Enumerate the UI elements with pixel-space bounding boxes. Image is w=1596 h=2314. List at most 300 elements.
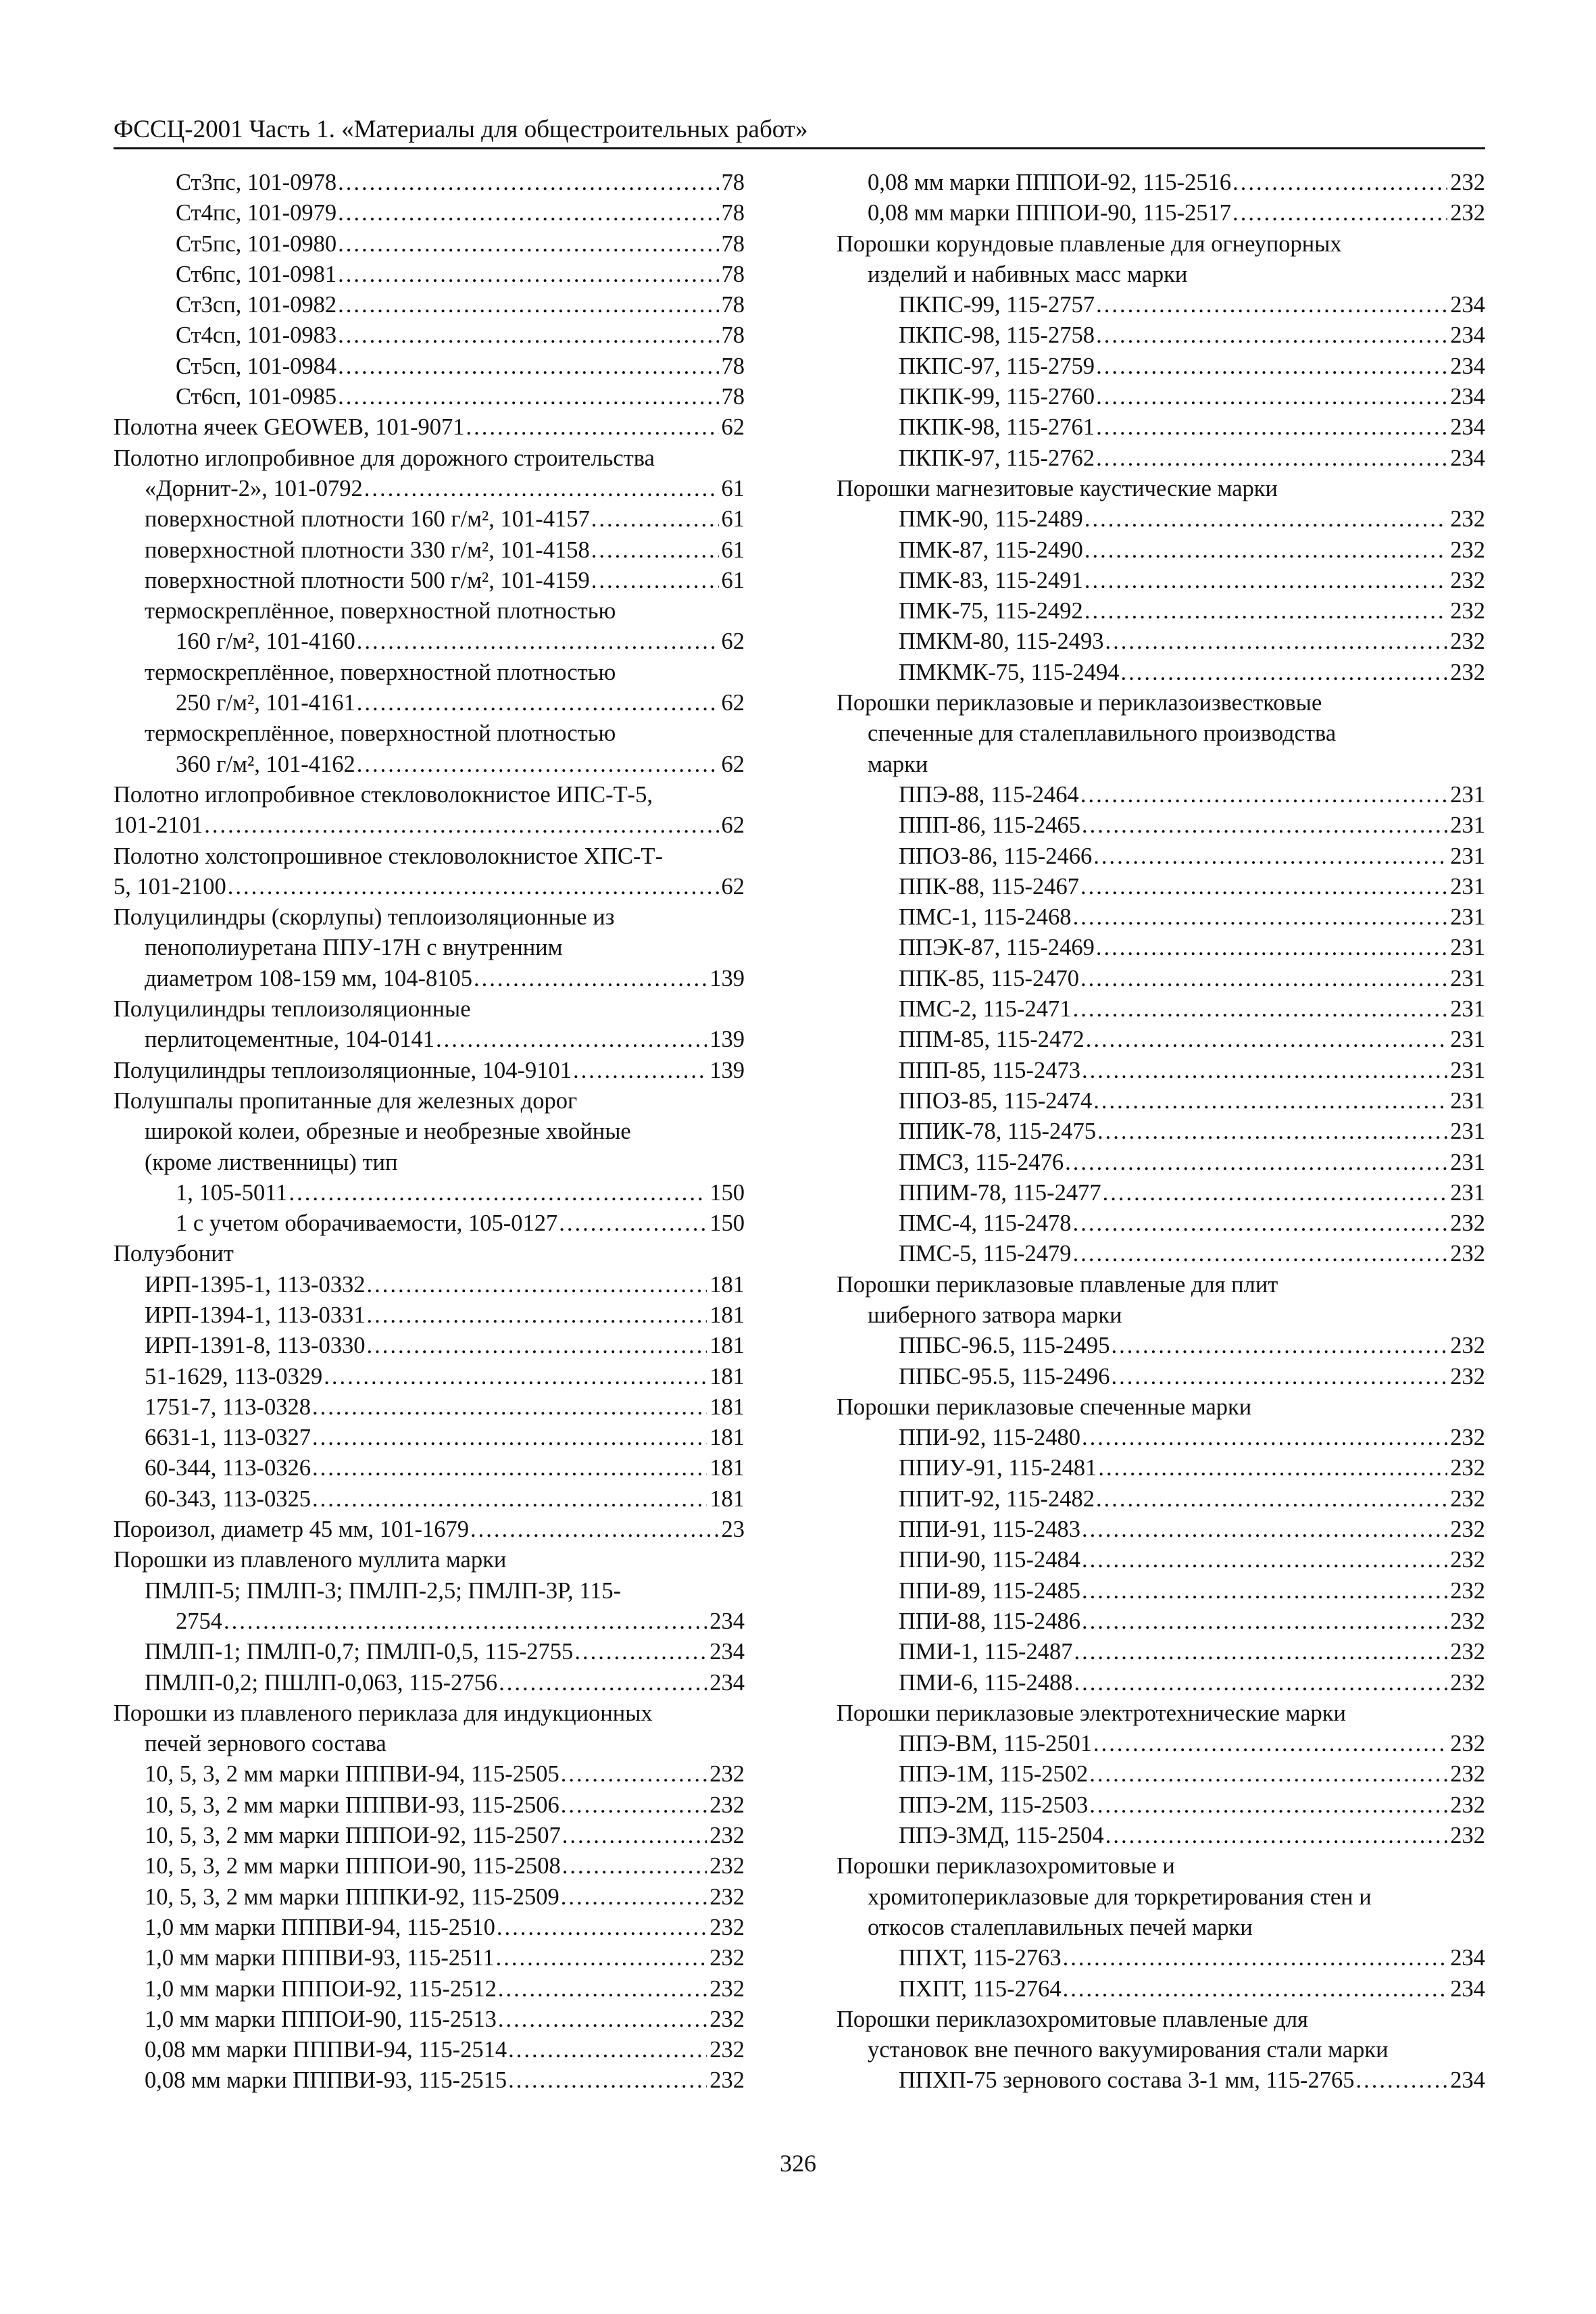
index-entry-text: 101-2101: [114, 812, 203, 839]
dot-leader: [1086, 1025, 1448, 1055]
index-entry-text: ПМС-1, 115-2468: [899, 904, 1072, 931]
index-entry: [114, 688, 745, 718]
index-entry-page: 62: [721, 414, 745, 441]
index-entry: [114, 780, 745, 810]
index-entry: [837, 1025, 1485, 1055]
index-entry-page: 232: [1450, 1731, 1485, 1757]
index-entry-text: 1,0 мм марки ПППВИ-94, 115-2510: [145, 1914, 495, 1940]
index-entry: [114, 1637, 745, 1667]
index-entry-text: ПХПТ, 115-2764: [899, 1975, 1062, 2002]
index-entry-text: 1 с учетом оборачиваемости, 105-0127: [176, 1210, 558, 1237]
index-entry-page: 231: [1450, 996, 1485, 1023]
index-entry-text: ПМК-75, 115-2492: [899, 598, 1083, 624]
index-entry: [837, 290, 1485, 320]
index-entry: [114, 382, 745, 412]
dot-leader: [1103, 1178, 1448, 1208]
dot-leader: [204, 810, 718, 841]
index-entry-page: 78: [721, 292, 745, 318]
index-entry-page: 231: [1450, 781, 1485, 808]
index-entry: [114, 1974, 745, 2004]
index-entry: [114, 474, 745, 504]
index-entry: [837, 1423, 1485, 1453]
index-entry-page: 232: [709, 2006, 745, 2032]
dot-leader: [1093, 1086, 1447, 1116]
dot-leader: [1098, 1453, 1447, 1483]
dot-leader: [1096, 412, 1447, 443]
index-entry: [114, 810, 745, 841]
index-entry-text: ПКПС-99, 115-2757: [899, 292, 1095, 318]
index-entry-text: поверхностной плотности 500 г/м², 101-4159: [145, 567, 590, 593]
index-entry: [114, 443, 745, 474]
dot-leader: [338, 320, 718, 351]
dot-leader: [574, 1637, 707, 1667]
dot-leader: [357, 749, 719, 780]
dot-leader: [499, 1668, 707, 1698]
index-entry: [114, 1882, 745, 1913]
index-entry-page: 181: [709, 1302, 745, 1328]
index-entry-text: пенополиуретана ППУ-17Н с внутренним: [145, 935, 563, 961]
index-entry-text: ППЭК-87, 115-2469: [899, 935, 1095, 961]
index-entry-page: 181: [709, 1271, 745, 1298]
dot-leader: [1074, 1637, 1447, 1667]
index-entry: [114, 1821, 745, 1851]
index-entry-text: (кроме лиственницы) тип: [145, 1149, 398, 1175]
index-entry-page: 139: [709, 965, 745, 991]
index-entry: [837, 933, 1485, 963]
index-entry-text: Ст6пс, 101-0981: [176, 261, 337, 287]
index-entry: [114, 168, 745, 198]
index-entry-text: Полотно холстопрошивное стекловолокнистое ХПС-Т-: [114, 843, 663, 869]
index-entry-text: ППИК-78, 115-2475: [899, 1118, 1096, 1145]
index-entry-page: 62: [721, 873, 745, 900]
dot-leader: [1080, 780, 1447, 810]
index-entry-text: ППИ-88, 115-2486: [899, 1608, 1080, 1634]
dot-leader: [1063, 1943, 1448, 1973]
index-entry-text: Порошки периклазохромитовые и: [837, 1853, 1175, 1879]
index-entry-text: ПКПК-99, 115-2760: [899, 384, 1095, 410]
dot-leader: [498, 1974, 707, 2004]
index-entry: [837, 626, 1485, 657]
dot-leader: [1097, 1116, 1447, 1147]
index-entry-page: 61: [721, 567, 745, 593]
index-entry-text: ППП-85, 115-2473: [899, 1057, 1080, 1083]
index-entry: [114, 1362, 745, 1392]
index-entry-page: 231: [1450, 1179, 1485, 1206]
index-entry-text: ППОЗ-86, 115-2466: [899, 843, 1093, 869]
index-entry: [837, 1668, 1485, 1698]
index-entry-text: 1, 105-5011: [176, 1179, 288, 1206]
index-entry-text: ППХП-75 зернового состава 3-1 мм, 115-2765: [899, 2067, 1355, 2094]
index-entry: [114, 1545, 745, 1575]
index-entry-text: ПМК-83, 115-2491: [899, 567, 1083, 593]
index-entry-page: 232: [1450, 506, 1485, 533]
index-entry-text: ИРП-1395-1, 113-0332: [145, 1271, 366, 1298]
index-entry: [837, 566, 1485, 596]
index-entry-text: ППЭ-2М, 115-2503: [899, 1792, 1089, 1818]
index-entry-page: 232: [709, 1823, 745, 1849]
index-entry-text: 360 г/м², 101-4162: [176, 751, 355, 777]
index-entry-text: 0,08 мм марки ПППОИ-90, 115-2517: [868, 200, 1232, 226]
index-entry-page: 234: [1450, 445, 1485, 471]
index-entry: [114, 872, 745, 902]
index-entry-page: 231: [1450, 1087, 1485, 1114]
index-entry-page: 231: [1450, 1027, 1485, 1053]
dot-leader: [1082, 810, 1447, 841]
index-entry-page: 231: [1450, 1057, 1485, 1083]
dot-leader: [1096, 290, 1447, 320]
index-entry: [114, 1668, 745, 1698]
index-entry-text: 0,08 мм марки ПППВИ-93, 115-2515: [145, 2067, 507, 2094]
index-entry: [837, 1116, 1485, 1147]
index-entry-text: ППП-86, 115-2465: [899, 812, 1080, 839]
index-entry-text: ПКПС-98, 115-2758: [899, 322, 1095, 349]
index-entry-text: ППОЗ-85, 115-2474: [899, 1087, 1093, 1114]
dot-leader: [312, 1453, 707, 1483]
index-entry: [837, 1545, 1485, 1575]
dot-leader: [1121, 658, 1448, 688]
dot-leader: [559, 1208, 707, 1239]
index-entry-text: ПМС-2, 115-2471: [899, 996, 1072, 1023]
index-entry-text: ППХТ, 115-2763: [899, 1945, 1062, 1971]
dot-leader: [1063, 1974, 1448, 2004]
index-entry: [114, 351, 745, 382]
index-entry: [837, 168, 1485, 198]
index-entry-text: 0,08 мм марки ПППВИ-94, 115-2514: [145, 2037, 507, 2063]
index-entry-text: ППЭ-ВМ, 115-2501: [899, 1731, 1092, 1757]
index-entry-page: 232: [709, 1884, 745, 1910]
index-entry-text: термоскреплённое, поверхностной плотностью: [145, 659, 616, 685]
index-entry-text: Порошки периклазовые спеченные марки: [837, 1394, 1252, 1420]
index-entry: [114, 260, 745, 290]
index-entry-text: 51-1629, 113-0329: [145, 1363, 323, 1389]
index-entry: [114, 229, 745, 260]
index-entry-text: Полушпалы пропитанные для железных дорог: [114, 1087, 578, 1114]
dot-leader: [573, 1056, 707, 1086]
index-entry-text: ПМКМК-75, 115-2494: [899, 659, 1120, 685]
dot-leader: [1084, 535, 1447, 566]
dot-leader: [364, 474, 719, 504]
index-entry-text: 10, 5, 3, 2 мм марки ПППВИ-93, 115-2506: [145, 1792, 559, 1818]
dot-leader: [1065, 1148, 1447, 1178]
dot-leader: [338, 382, 718, 412]
index-entry-text: Ст3сп, 101-0982: [176, 292, 337, 318]
index-entry-text: 2754: [176, 1608, 222, 1634]
dot-leader: [224, 1606, 707, 1637]
index-entry-page: 232: [709, 1945, 745, 1971]
index-entry-text: ИРП-1391-8, 113-0330: [145, 1333, 366, 1359]
index-entry: [837, 382, 1485, 412]
index-entry-text: поверхностной плотности 160 г/м², 101-4157: [145, 506, 590, 533]
index-entry-text: ПМЛП-1; ПМЛП-0,7; ПМЛП-0,5, 115-2755: [145, 1639, 574, 1665]
dot-leader: [474, 964, 707, 994]
index-entry-text: 10, 5, 3, 2 мм марки ПППОИ-92, 115-2507: [145, 1823, 561, 1849]
index-entry: [114, 1576, 745, 1606]
index-entry-text: Полуцилиндры (скорлупы) теплоизоляционные из: [114, 904, 615, 931]
index-entry-text: ПКПС-97, 115-2759: [899, 353, 1095, 379]
index-entry-text: 10, 5, 3, 2 мм марки ПППКИ-92, 115-2509: [145, 1884, 559, 1910]
index-entry-text: Порошки периклазовые электротехнические марки: [837, 1700, 1346, 1726]
dot-leader: [1112, 1331, 1448, 1361]
index-entry: [114, 964, 745, 994]
dot-leader: [338, 168, 718, 198]
index-entry-text: 1,0 мм марки ПППВИ-93, 115-2511: [145, 1945, 495, 1971]
index-entry-page: 181: [709, 1333, 745, 1359]
index-entry: [837, 2004, 1485, 2035]
index-entry: [114, 412, 745, 443]
index-entry: [114, 596, 745, 626]
index-entry: [114, 902, 745, 933]
index-entry: [837, 1331, 1485, 1361]
index-entry-text: откосов сталеплавильных печей марки: [868, 1914, 1253, 1940]
dot-leader: [1084, 596, 1447, 626]
dot-leader: [1073, 1239, 1448, 1269]
index-entry: [114, 566, 745, 596]
index-entry-page: 61: [721, 475, 745, 501]
index-entry: [114, 1606, 745, 1637]
index-entry-page: 232: [1450, 1823, 1485, 1849]
index-entry: [837, 1270, 1485, 1300]
index-entry-page: 232: [1450, 659, 1485, 685]
index-entry-text: ППИУ-91, 115-2481: [899, 1455, 1097, 1481]
index-entry-text: Ст6сп, 101-0985: [176, 384, 337, 410]
index-entry-text: Полотна ячеек GEOWEB, 101-9071: [114, 414, 465, 441]
index-entry-page: 234: [1450, 414, 1485, 441]
dot-leader: [1073, 902, 1448, 933]
index-entry: [114, 1178, 745, 1208]
index-entry-text: диаметром 108-159 мм, 104-8105: [145, 965, 473, 991]
index-entry-page: 234: [1450, 384, 1485, 410]
index-entry: [114, 1025, 745, 1055]
index-entry-page: 232: [1450, 1363, 1485, 1389]
index-entry-page: 232: [1450, 1669, 1485, 1696]
index-entry-page: 139: [709, 1057, 745, 1083]
index-entry-text: 250 г/м², 101-4161: [176, 690, 355, 716]
index-entry-text: Порошки корундовые плавленые для огнеупорных: [837, 230, 1342, 257]
dot-leader: [338, 229, 718, 260]
dot-leader: [496, 1943, 707, 1973]
index-entry-text: марки: [868, 751, 928, 777]
dot-leader: [591, 535, 719, 566]
index-entry-page: 232: [1450, 1241, 1485, 1267]
dot-leader: [1096, 320, 1447, 351]
dot-leader: [1093, 841, 1447, 872]
dot-leader: [1096, 351, 1447, 382]
index-entry-page: 234: [1450, 1975, 1485, 2002]
index-entry-page: 232: [709, 1853, 745, 1879]
index-entry: [114, 1484, 745, 1515]
index-entry: [114, 1913, 745, 1943]
dot-leader: [591, 566, 719, 596]
index-entry: [837, 2035, 1485, 2065]
index-entry: [837, 1239, 1485, 1269]
index-entry-page: 232: [1450, 1577, 1485, 1604]
index-entry: [837, 994, 1485, 1025]
index-entry-text: ПМСЗ, 115-2476: [899, 1149, 1064, 1175]
index-entry-page: 23: [721, 1517, 745, 1543]
index-entry: [114, 2065, 745, 2096]
index-entry: [114, 933, 745, 963]
index-entry: [837, 688, 1485, 718]
dot-leader: [562, 1821, 707, 1851]
index-entry-text: ППИТ-92, 115-2482: [899, 1485, 1095, 1512]
dot-leader: [1084, 566, 1447, 596]
index-entry-page: 232: [1450, 1547, 1485, 1573]
index-entry: [837, 1086, 1485, 1116]
index-entry-page: 181: [709, 1425, 745, 1451]
index-entry: [837, 1576, 1485, 1606]
index-entry-page: 231: [1450, 965, 1485, 991]
index-entry-page: 78: [721, 353, 745, 379]
dot-leader: [324, 1362, 707, 1392]
index-entry: [837, 1178, 1485, 1208]
dot-leader: [1096, 382, 1447, 412]
index-entry-text: Порошки периклазовые и периклазоизвестковые: [837, 690, 1322, 716]
index-entry-text: 160 г/м², 101-4160: [176, 629, 355, 655]
index-entry-page: 232: [1450, 1639, 1485, 1665]
index-entry-text: Ст5пс, 101-0980: [176, 230, 337, 257]
index-entry: [837, 1637, 1485, 1667]
index-entry: [114, 1851, 745, 1881]
dot-leader: [1082, 1545, 1447, 1575]
dot-leader: [1082, 1606, 1447, 1637]
index-entry-text: 60-344, 113-0326: [145, 1455, 311, 1481]
dot-leader: [1089, 1790, 1447, 1821]
page-number: 326: [780, 2150, 816, 2177]
index-entry-page: 232: [1450, 1425, 1485, 1451]
index-entry-text: ППЭ-3МД, 115-2504: [899, 1823, 1104, 1849]
index-entry: [837, 596, 1485, 626]
index-entry: [114, 2004, 745, 2035]
index-entry-text: 0,08 мм марки ПППОИ-92, 115-2516: [868, 170, 1232, 195]
index-entry-page: 232: [709, 1761, 745, 1788]
index-entry-text: ППИМ-78, 115-2477: [899, 1179, 1101, 1206]
index-entry: [114, 1698, 745, 1729]
index-entry: [114, 718, 745, 749]
index-entry-page: 231: [1450, 812, 1485, 839]
index-entry-page: 234: [709, 1608, 745, 1634]
index-entry-text: ПКПК-97, 115-2762: [899, 445, 1095, 471]
index-entry-page: 150: [709, 1210, 745, 1237]
index-entry-page: 234: [1450, 292, 1485, 318]
index-entry: [114, 1300, 745, 1331]
index-entry: [837, 351, 1485, 382]
index-entry: [114, 2035, 745, 2065]
index-entry: [114, 749, 745, 780]
index-entry-page: 181: [709, 1455, 745, 1481]
dot-leader: [1073, 1208, 1448, 1239]
dot-leader: [312, 1392, 707, 1423]
dot-leader: [1080, 964, 1447, 994]
index-entry: [837, 320, 1485, 351]
index-entry-text: ПКПК-98, 115-2761: [899, 414, 1095, 441]
index-entry: [837, 1790, 1485, 1821]
index-entry-page: 234: [1450, 322, 1485, 349]
index-entry-text: Полотно иглопробивное для дорожного строительства: [114, 445, 655, 471]
index-entry-page: 234: [709, 1669, 745, 1696]
index-entry-page: 232: [709, 2067, 745, 2094]
index-entry: [837, 260, 1485, 290]
index-entry-page: 139: [709, 1027, 745, 1053]
index-entry-page: 232: [1450, 170, 1485, 195]
dot-leader: [1089, 1759, 1447, 1790]
index-entry-text: 5, 101-2100: [114, 873, 226, 900]
index-entry: [114, 841, 745, 872]
index-entry-page: 231: [1450, 1149, 1485, 1175]
index-entry: [837, 2065, 1485, 2096]
dot-leader: [1082, 1423, 1447, 1453]
index-entry-text: Полуэбонит: [114, 1241, 234, 1267]
dot-leader: [1232, 168, 1447, 198]
index-entry-text: Порошки из плавленого муллита марки: [114, 1547, 507, 1573]
index-entry-text: изделий и набивных масс марки: [868, 261, 1188, 287]
index-entry: [837, 1821, 1485, 1851]
index-entry-page: 231: [1450, 1118, 1485, 1145]
dot-leader: [366, 1270, 707, 1300]
dot-leader: [338, 290, 718, 320]
index-entry-text: Полуцилиндры теплоизоляционные, 104-9101: [114, 1057, 572, 1083]
index-entry-page: 78: [721, 200, 745, 226]
index-entry-page: 232: [1450, 629, 1485, 655]
dot-leader: [357, 626, 719, 657]
dot-leader: [366, 1300, 707, 1331]
index-entry: [837, 964, 1485, 994]
dot-leader: [497, 1913, 707, 1943]
index-entry-text: ПМИ-6, 115-2488: [899, 1669, 1073, 1696]
index-entry-text: Ст4пс, 101-0979: [176, 200, 337, 226]
index-entry-page: 232: [1450, 567, 1485, 593]
index-entry: [114, 290, 745, 320]
index-entry-page: 181: [709, 1394, 745, 1420]
dot-leader: [1105, 626, 1447, 657]
index-entry-text: ППИ-90, 115-2484: [899, 1547, 1080, 1573]
dot-leader: [1082, 1576, 1447, 1606]
index-entry-page: 232: [709, 1914, 745, 1940]
dot-leader: [591, 504, 719, 535]
index-entry-text: ПМЛП-5; ПМЛП-3; ПМЛП-2,5; ПМЛП-3Р, 115-: [145, 1577, 622, 1604]
index-entry-text: ПМЛП-0,2; ПШЛП-0,063, 115-2756: [145, 1669, 498, 1696]
dot-leader: [1084, 504, 1447, 535]
index-entry-text: перлитоцементные, 104-0141: [145, 1027, 435, 1053]
index-entry-page: 232: [1450, 1792, 1485, 1818]
index-entry-text: ПМИ-1, 115-2487: [899, 1639, 1073, 1665]
index-entry: [837, 1729, 1485, 1759]
index-entry-page: 78: [721, 230, 745, 257]
index-entry-text: ППК-88, 115-2467: [899, 873, 1080, 900]
index-entry: [114, 1392, 745, 1423]
dot-leader: [312, 1484, 707, 1515]
index-entry: [114, 1790, 745, 1821]
index-entry: [837, 1882, 1485, 1913]
index-entry: [114, 1239, 745, 1269]
index-entry-page: 62: [721, 812, 745, 839]
index-entry-text: печей зернового состава: [145, 1731, 386, 1757]
index-entry-page: 231: [1450, 873, 1485, 900]
index-entry: [114, 626, 745, 657]
index-entry: [837, 412, 1485, 443]
index-entry: [837, 443, 1485, 474]
index-entry-page: 232: [1450, 1608, 1485, 1634]
dot-leader: [1096, 933, 1447, 963]
index-entry: [837, 810, 1485, 841]
index-entry-page: 181: [709, 1485, 745, 1512]
index-entry: [837, 1300, 1485, 1331]
index-entry-text: термоскреплённое, поверхностной плотностью: [145, 720, 616, 747]
dot-leader: [312, 1423, 707, 1453]
index-entry-page: 78: [721, 170, 745, 195]
dot-leader: [338, 198, 718, 228]
index-entry: [114, 1148, 745, 1178]
index-entry-text: Ст3пс, 101-0978: [176, 170, 337, 195]
